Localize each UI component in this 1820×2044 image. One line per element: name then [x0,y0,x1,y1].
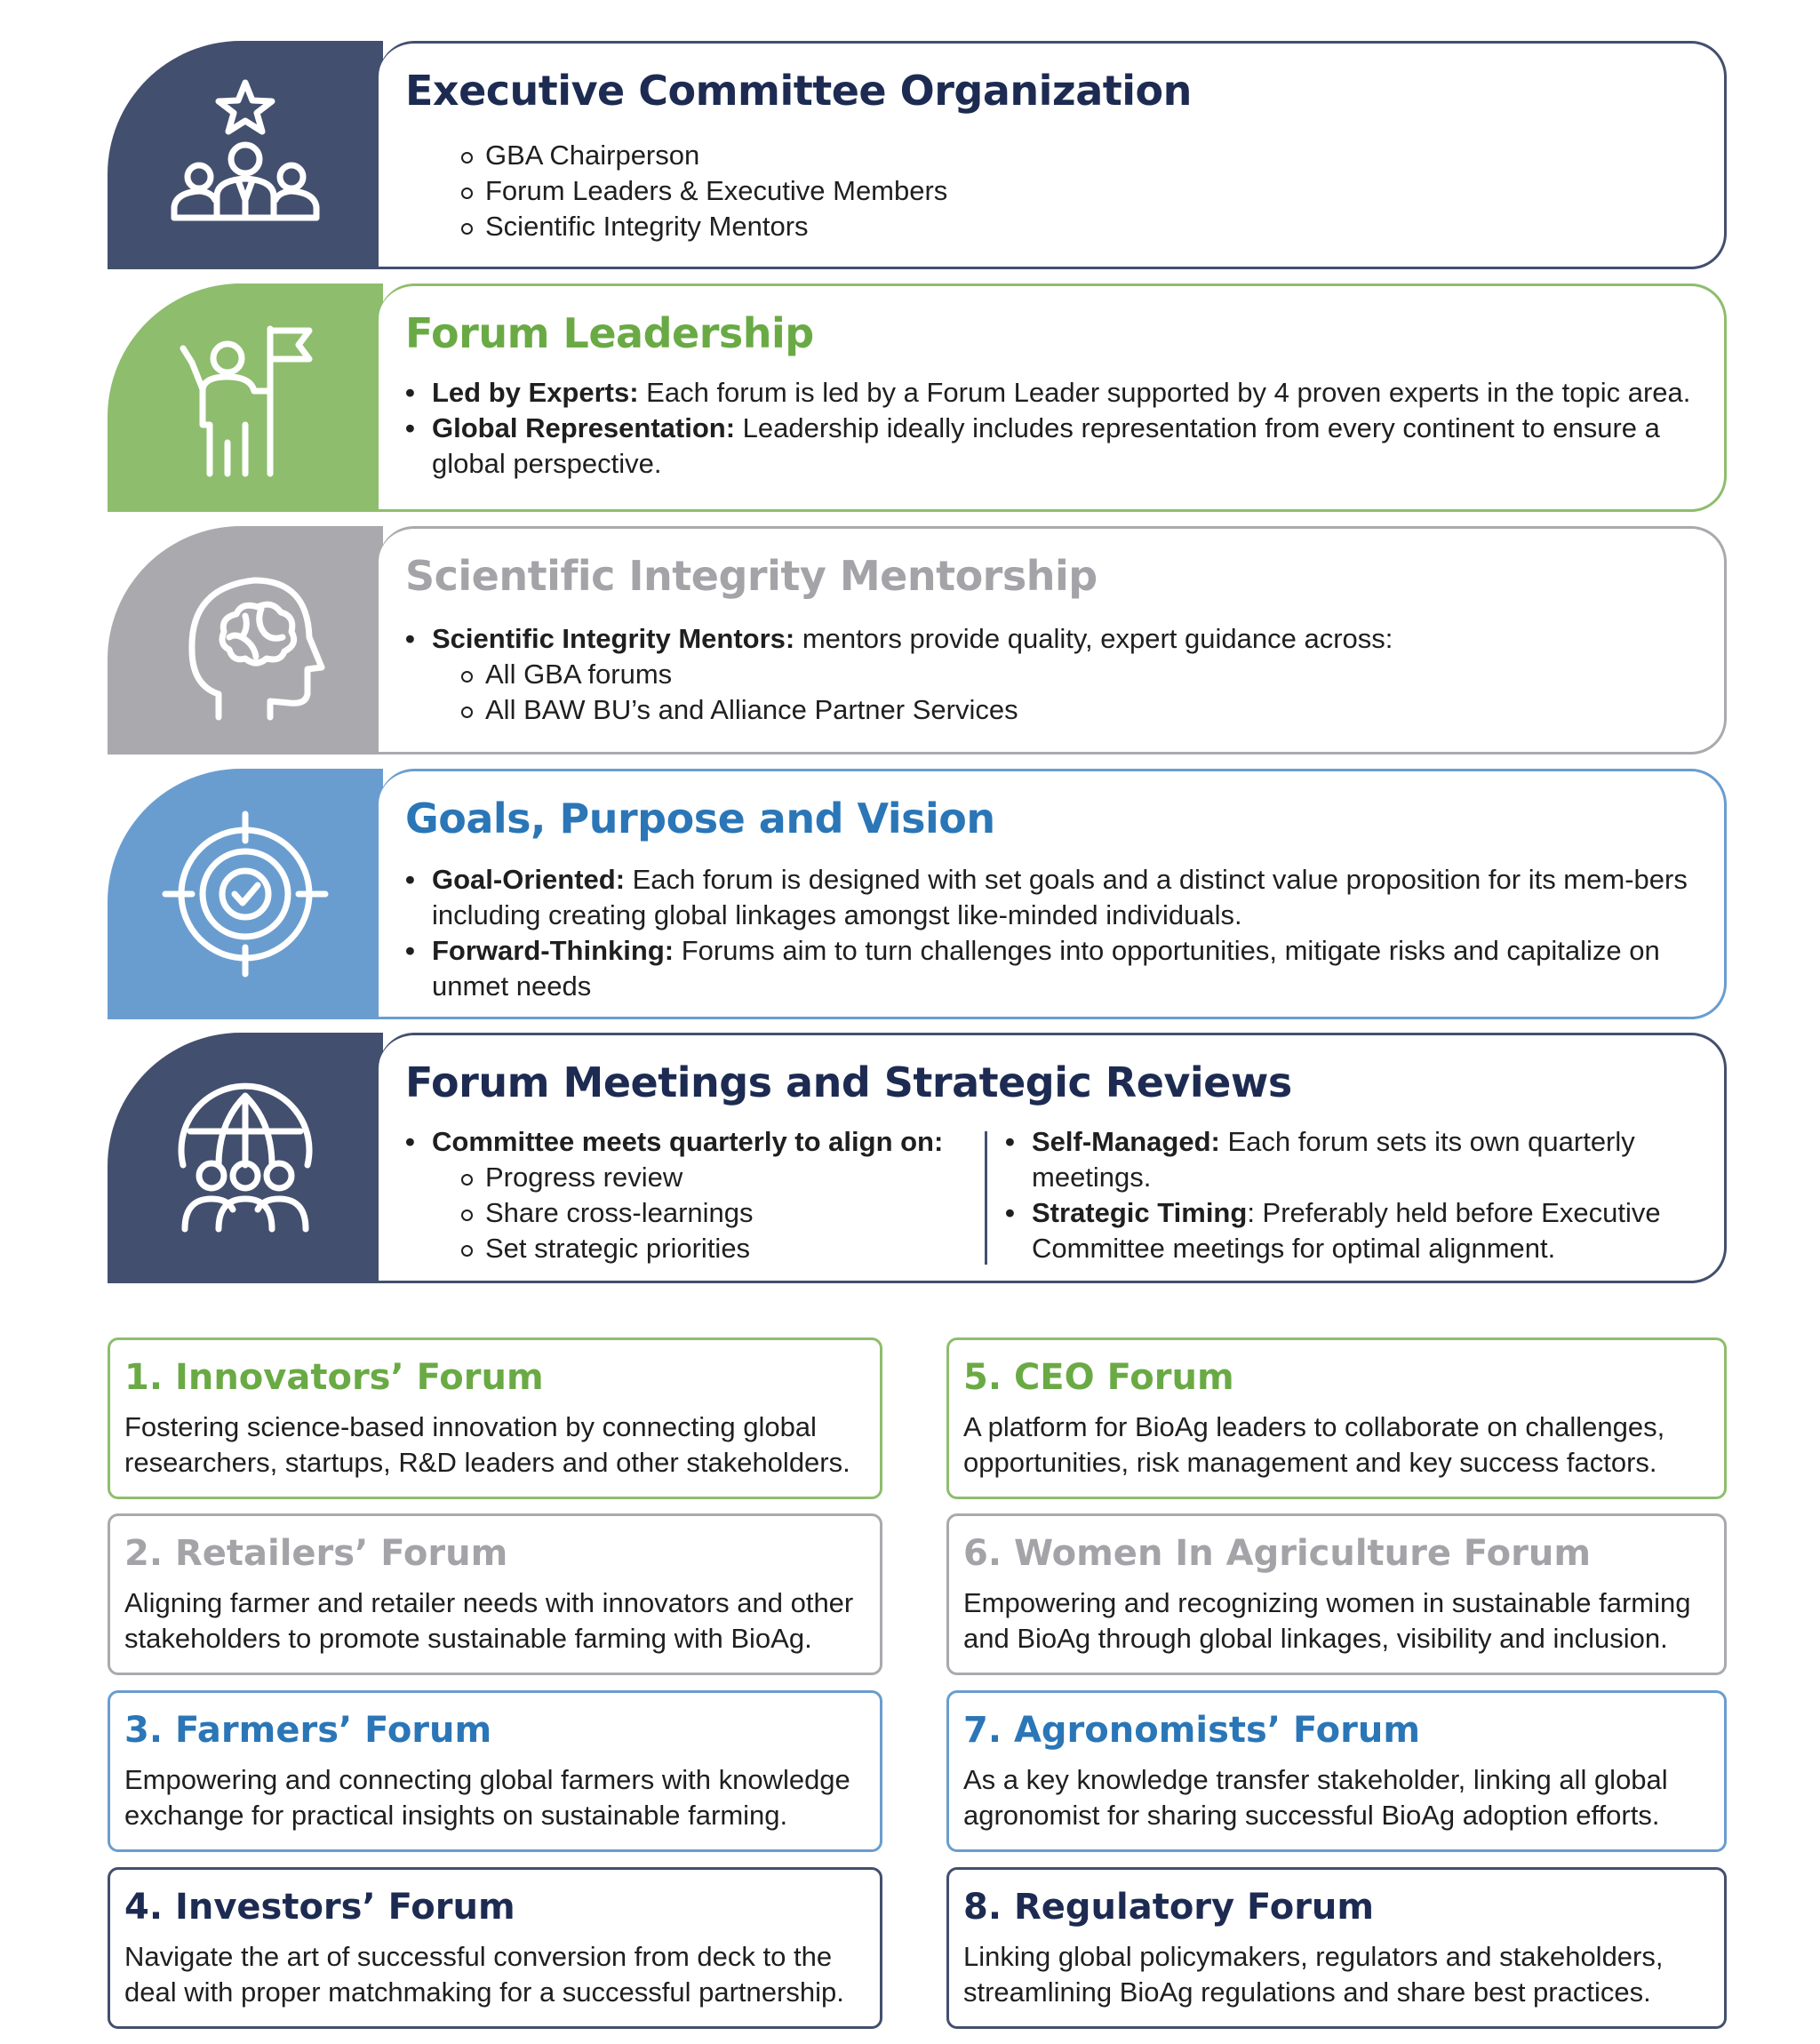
list-item [405,621,1697,657]
list-item [1005,1124,1697,1195]
list-item [405,1231,985,1266]
section-title: Forum Leadership [405,309,814,357]
list-item [405,1195,985,1231]
item-text: Set strategic priorities [485,1233,751,1264]
item-label: Forward-Thinking: [432,935,675,966]
icon-panel [108,769,383,1019]
target-check-icon [156,805,334,983]
item-text: Forums aim to turn challenges into opportunities, mitigate risks and capitalize on unmet needs [432,935,1660,1002]
section-forum-leadership [108,283,1727,512]
list-item [405,375,1697,411]
list-item [405,173,1697,209]
forum-title: 4. Investors’ Forum [124,1887,515,1928]
section-scientific-integrity [108,526,1727,755]
list-item [1005,1195,1697,1266]
list-item [405,692,1697,728]
forum-card-investors [108,1867,882,2029]
section-content [379,526,1727,755]
item-text: Each forum sets its own quarterly meetings. [1032,1126,1635,1193]
icon-panel [108,41,383,269]
column-divider [985,1131,987,1265]
item-label: Committee meets quarterly to align on: [432,1126,944,1157]
icon-panel [108,283,383,512]
item-label: Scientific Integrity Mentors: [432,623,795,654]
brain-head-icon [156,552,334,730]
forum-card-innovators [108,1337,882,1499]
list-item [405,933,1697,1004]
forum-description: Navigate the art of successful conversion from deck to the deal with proper matchmaking for a successful partnership. [124,1941,844,2008]
leader-flag-icon [156,309,334,487]
section-meetings [108,1033,1727,1283]
section-list [405,138,1697,244]
item-text: Each forum is led by a Forum Leader supported by 4 proven experts in the topic area. [638,377,1691,408]
forum-description: Empowering and recognizing women in sustainable farming and BioAg through global linkages, visibility and inclusion. [963,1587,1691,1654]
list-item [405,209,1697,244]
forum-description: Aligning farmer and retailer needs with innovators and other stakeholders to promote sustainable farming with BioAg. [124,1587,854,1654]
icon-panel [108,1033,383,1283]
left-column [405,1124,985,1266]
forum-title: 8. Regulatory Forum [963,1887,1375,1928]
list-item [405,411,1697,482]
forum-card-agronomists [946,1690,1727,1852]
section-goals [108,769,1727,1019]
forum-description: A platform for BioAg leaders to collaborate on challenges, opportunities, risk management and key success factors. [963,1411,1665,1478]
forum-title: 1. Innovators’ Forum [124,1357,544,1398]
item-text: : Preferably held before Executive Committee meetings for optimal alignment. [1032,1197,1661,1264]
section-title: Goals, Purpose and Vision [405,794,995,842]
item-text: Scientific Integrity Mentors [485,211,809,242]
forum-title: 2. Retailers’ Forum [124,1533,508,1574]
section-content [379,41,1727,269]
item-text: Share cross-learnings [485,1197,754,1228]
item-text: Leadership ideally includes representation from every continent to ensure a global perspective. [432,412,1660,479]
list-item [405,1124,985,1160]
forum-card-regulatory [946,1867,1727,2029]
icon-panel [108,526,383,755]
section-content [379,1033,1727,1283]
forum-card-ceo [946,1337,1727,1499]
item-text: mentors provide quality, expert guidance across: [794,623,1393,654]
two-column-list [405,1124,1697,1266]
section-list [405,862,1697,1004]
item-label: Global Representation: [432,412,736,443]
list-item [405,138,1697,173]
forum-description: Empowering and connecting global farmers with knowledge exchange for practical insights on sustainable farming. [124,1764,850,1831]
item-label: Goal-Oriented: [432,864,626,895]
section-executive-committee [108,41,1727,269]
section-content [379,769,1727,1019]
item-label: Led by Experts: [432,377,639,408]
right-column [1005,1124,1697,1266]
section-list [405,621,1697,728]
section-title: Scientific Integrity Mentorship [405,552,1098,600]
item-text: GBA Chairperson [485,140,700,171]
list-item [405,1160,985,1195]
forum-title: 6. Women In Agriculture Forum [963,1533,1591,1574]
forum-title: 7. Agronomists’ Forum [963,1710,1421,1751]
forum-title: 5. CEO Forum [963,1357,1234,1398]
item-text: Progress review [485,1162,683,1193]
forum-description: Linking global policymakers, regulators and stakeholders, streamlining BioAg regulations and share best practices. [963,1941,1664,2008]
forum-description: As a key knowledge transfer stakeholder, linking all global agronomist for sharing successful BioAg adoption efforts. [963,1764,1668,1831]
section-list [405,375,1697,482]
section-title: Forum Meetings and Strategic Reviews [405,1058,1292,1106]
section-content [379,283,1727,512]
forum-card-retailers [108,1513,882,1675]
item-text: All BAW BU’s and Alliance Partner Services [485,694,1018,725]
forum-card-women-in-agriculture [946,1513,1727,1675]
list-item [405,862,1697,933]
section-title: Executive Committee Organization [405,67,1192,115]
forum-title: 3. Farmers’ Forum [124,1710,492,1751]
team-star-icon [156,67,334,244]
item-text: Forum Leaders & Executive Members [485,175,948,206]
item-label: Self-Managed: [1032,1126,1220,1157]
globe-people-icon [156,1069,334,1247]
forum-description: Fostering science-based innovation by connecting global researchers, startups, R&D leaders and other stakeholders. [124,1411,850,1478]
forum-card-farmers [108,1690,882,1852]
item-text: Each forum is designed with set goals and a distinct value proposition for its mem-bers including creating global linkages amongst like-minded individuals. [432,864,1688,930]
item-text: All GBA forums [485,659,673,690]
item-label: Strategic Timing [1032,1197,1248,1228]
list-item [405,657,1697,692]
